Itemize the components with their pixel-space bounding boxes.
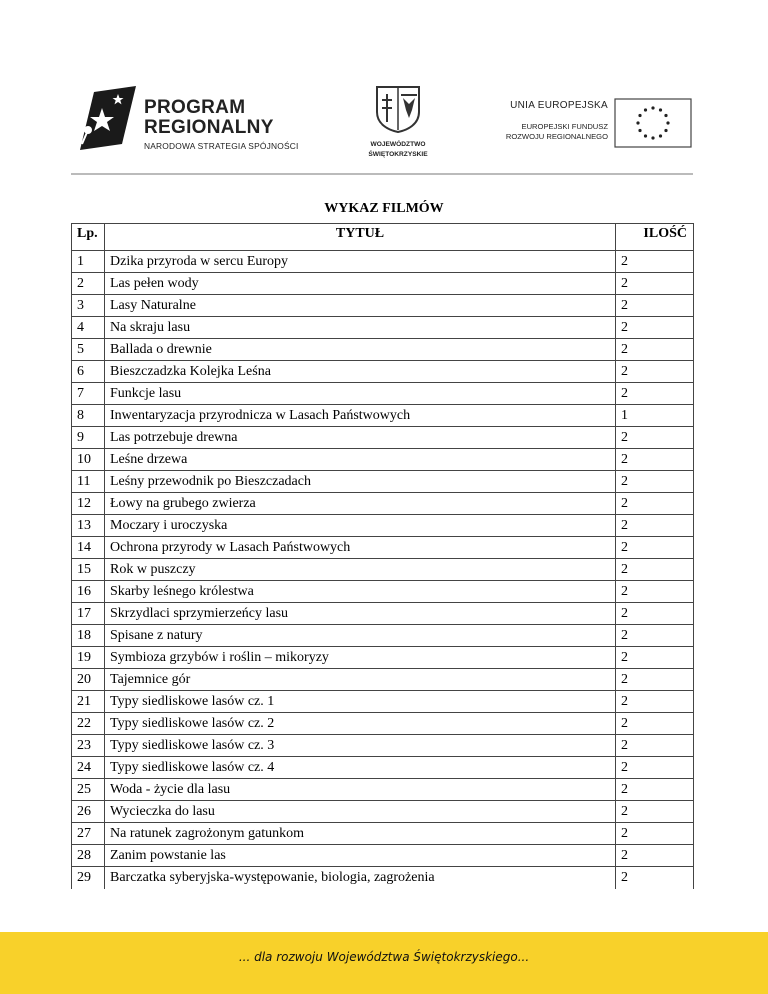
program-logo-line1: PROGRAM bbox=[144, 97, 246, 118]
row-qty: 2 bbox=[616, 691, 694, 713]
row-title: Lasy Naturalne bbox=[105, 295, 616, 317]
row-title: Woda - życie dla lasu bbox=[105, 779, 616, 801]
row-lp: 15 bbox=[72, 559, 105, 581]
row-title: Ballada o drewnie bbox=[105, 339, 616, 361]
table-row bbox=[72, 405, 694, 427]
page-title: WYKAZ FILMÓW bbox=[324, 201, 444, 216]
row-lp: 10 bbox=[72, 449, 105, 471]
table-row bbox=[72, 339, 694, 361]
row-qty: 2 bbox=[616, 251, 694, 273]
row-qty: 2 bbox=[616, 295, 694, 317]
eu-star-icon bbox=[651, 106, 654, 109]
table-row bbox=[72, 317, 694, 339]
row-title: Inwentaryzacja przyrodnicza w Lasach Państwowych bbox=[105, 405, 616, 427]
eu-star-icon bbox=[651, 136, 654, 139]
row-title: Wycieczka do lasu bbox=[105, 801, 616, 823]
row-lp: 22 bbox=[72, 713, 105, 735]
footer-band bbox=[0, 932, 768, 994]
eu-star-icon bbox=[638, 114, 641, 117]
row-title: Funkcje lasu bbox=[105, 383, 616, 405]
table-row bbox=[72, 669, 694, 691]
row-qty: 2 bbox=[616, 339, 694, 361]
row-title: Skarby leśnego królestwa bbox=[105, 581, 616, 603]
eu-logo-line1: UNIA EUROPEJSKA bbox=[510, 100, 608, 111]
row-lp: 1 bbox=[72, 251, 105, 273]
eu-star-icon bbox=[666, 121, 669, 124]
row-lp: 19 bbox=[72, 647, 105, 669]
table-row bbox=[72, 779, 694, 801]
wojewodztwo-logo bbox=[362, 84, 434, 158]
row-title: Tajemnice gór bbox=[105, 669, 616, 691]
table-row bbox=[72, 361, 694, 383]
row-title: Dzika przyroda w sercu Europy bbox=[105, 251, 616, 273]
row-lp: 25 bbox=[72, 779, 105, 801]
row-title: Moczary i uroczyska bbox=[105, 515, 616, 537]
row-qty: 2 bbox=[616, 361, 694, 383]
row-title: Barczatka syberyjska-występowanie, biologia, zagrożenia bbox=[105, 867, 616, 889]
table-row bbox=[72, 625, 694, 647]
eu-star-icon bbox=[659, 108, 662, 111]
row-lp: 14 bbox=[72, 537, 105, 559]
eu-star-icon bbox=[636, 121, 639, 124]
table-header-row bbox=[72, 224, 694, 251]
row-title: Leśny przewodnik po Bieszczadach bbox=[105, 471, 616, 493]
eu-flag-icon bbox=[614, 98, 692, 148]
table-row bbox=[72, 845, 694, 867]
row-qty: 2 bbox=[616, 515, 694, 537]
row-qty: 2 bbox=[616, 625, 694, 647]
eu-star-icon bbox=[644, 134, 647, 137]
row-qty: 2 bbox=[616, 603, 694, 625]
table-row bbox=[72, 537, 694, 559]
row-lp: 3 bbox=[72, 295, 105, 317]
eu-star-icon bbox=[659, 134, 662, 137]
row-lp: 6 bbox=[72, 361, 105, 383]
eu-star-icon bbox=[644, 108, 647, 111]
row-lp: 24 bbox=[72, 757, 105, 779]
row-title: Spisane z natury bbox=[105, 625, 616, 647]
row-lp: 16 bbox=[72, 581, 105, 603]
row-lp: 12 bbox=[72, 493, 105, 515]
row-lp: 28 bbox=[72, 845, 105, 867]
row-lp: 21 bbox=[72, 691, 105, 713]
row-title: Symbioza grzybów i roślin – mikoryzy bbox=[105, 647, 616, 669]
region-logo-line1: WOJEWÓDZTWO bbox=[370, 141, 426, 148]
row-qty: 2 bbox=[616, 493, 694, 515]
row-qty: 2 bbox=[616, 823, 694, 845]
row-lp: 26 bbox=[72, 801, 105, 823]
row-qty: 2 bbox=[616, 779, 694, 801]
row-qty: 2 bbox=[616, 647, 694, 669]
row-lp: 29 bbox=[72, 867, 105, 889]
row-qty: 2 bbox=[616, 317, 694, 339]
row-lp: 18 bbox=[72, 625, 105, 647]
table-row bbox=[72, 647, 694, 669]
film-list-table bbox=[71, 223, 694, 889]
table-row bbox=[72, 251, 694, 273]
table-row bbox=[72, 757, 694, 779]
program-regionalny-logo bbox=[72, 86, 322, 150]
row-qty: 2 bbox=[616, 713, 694, 735]
table-row bbox=[72, 801, 694, 823]
table-row bbox=[72, 295, 694, 317]
row-title: Typy siedliskowe lasów cz. 2 bbox=[105, 713, 616, 735]
row-lp: 7 bbox=[72, 383, 105, 405]
region-logo-line2: ŚWIĘTOKRZYSKIE bbox=[368, 151, 428, 158]
table-row bbox=[72, 449, 694, 471]
eu-logo-line3: ROZWOJU REGIONALNEGO bbox=[505, 132, 608, 141]
row-lp: 8 bbox=[72, 405, 105, 427]
table-row bbox=[72, 735, 694, 757]
footer-slogan: ... dla rozwoju Województwa Świętokrzyskiego... bbox=[238, 950, 530, 964]
table-row bbox=[72, 691, 694, 713]
row-title: Rok w puszczy bbox=[105, 559, 616, 581]
row-title: Las potrzebuje drewna bbox=[105, 427, 616, 449]
program-logo-line2: REGIONALNY bbox=[144, 117, 274, 138]
row-title: Na ratunek zagrożonym gatunkom bbox=[105, 823, 616, 845]
table-row bbox=[72, 713, 694, 735]
row-qty: 2 bbox=[616, 273, 694, 295]
table-row bbox=[72, 823, 694, 845]
row-title: Las pełen wody bbox=[105, 273, 616, 295]
row-title: Leśne drzewa bbox=[105, 449, 616, 471]
coat-of-arms-icon bbox=[374, 84, 422, 134]
table-row bbox=[72, 471, 694, 493]
row-qty: 2 bbox=[616, 801, 694, 823]
table-row bbox=[72, 383, 694, 405]
row-lp: 23 bbox=[72, 735, 105, 757]
row-lp: 5 bbox=[72, 339, 105, 361]
row-qty: 2 bbox=[616, 383, 694, 405]
row-qty: 2 bbox=[616, 471, 694, 493]
row-title: Zanim powstanie las bbox=[105, 845, 616, 867]
row-lp: 13 bbox=[72, 515, 105, 537]
table-row bbox=[72, 515, 694, 537]
row-title: Skrzydlaci sprzymierzeńcy lasu bbox=[105, 603, 616, 625]
row-lp: 9 bbox=[72, 427, 105, 449]
row-qty: 2 bbox=[616, 757, 694, 779]
row-qty: 2 bbox=[616, 537, 694, 559]
row-title: Bieszczadzka Kolejka Leśna bbox=[105, 361, 616, 383]
header-lp: Lp. bbox=[72, 224, 105, 251]
row-qty: 2 bbox=[616, 845, 694, 867]
row-qty: 2 bbox=[616, 449, 694, 471]
row-qty: 2 bbox=[616, 735, 694, 757]
row-qty: 2 bbox=[616, 427, 694, 449]
eu-logo-line2: EUROPEJSKI FUNDUSZ bbox=[521, 122, 608, 131]
eu-star-icon bbox=[664, 114, 667, 117]
header-qty: ILOŚĆ bbox=[616, 224, 694, 251]
table-row bbox=[72, 559, 694, 581]
table-row bbox=[72, 603, 694, 625]
row-title: Typy siedliskowe lasów cz. 3 bbox=[105, 735, 616, 757]
row-title: Ochrona przyrody w Lasach Państwowych bbox=[105, 537, 616, 559]
row-qty: 2 bbox=[616, 559, 694, 581]
table-row bbox=[72, 427, 694, 449]
row-lp: 2 bbox=[72, 273, 105, 295]
row-qty: 1 bbox=[616, 405, 694, 427]
star-figure-icon bbox=[72, 86, 138, 150]
table-row bbox=[72, 867, 694, 889]
row-title: Łowy na grubego zwierza bbox=[105, 493, 616, 515]
row-title: Typy siedliskowe lasów cz. 4 bbox=[105, 757, 616, 779]
row-lp: 4 bbox=[72, 317, 105, 339]
row-qty: 2 bbox=[616, 581, 694, 603]
row-title: Typy siedliskowe lasów cz. 1 bbox=[105, 691, 616, 713]
eu-star-icon bbox=[664, 129, 667, 132]
header-divider bbox=[71, 173, 693, 175]
program-logo-line3: NARODOWA STRATEGIA SPÓJNOŚCI bbox=[144, 141, 299, 151]
eu-star-icon bbox=[638, 129, 641, 132]
row-lp: 11 bbox=[72, 471, 105, 493]
table-row bbox=[72, 581, 694, 603]
row-qty: 2 bbox=[616, 867, 694, 889]
eu-logo-text bbox=[488, 100, 608, 142]
table-row bbox=[72, 493, 694, 515]
row-lp: 27 bbox=[72, 823, 105, 845]
table-row bbox=[72, 273, 694, 295]
row-title: Na skraju lasu bbox=[105, 317, 616, 339]
row-lp: 20 bbox=[72, 669, 105, 691]
row-lp: 17 bbox=[72, 603, 105, 625]
header-title: TYTUŁ bbox=[105, 224, 616, 251]
row-qty: 2 bbox=[616, 669, 694, 691]
